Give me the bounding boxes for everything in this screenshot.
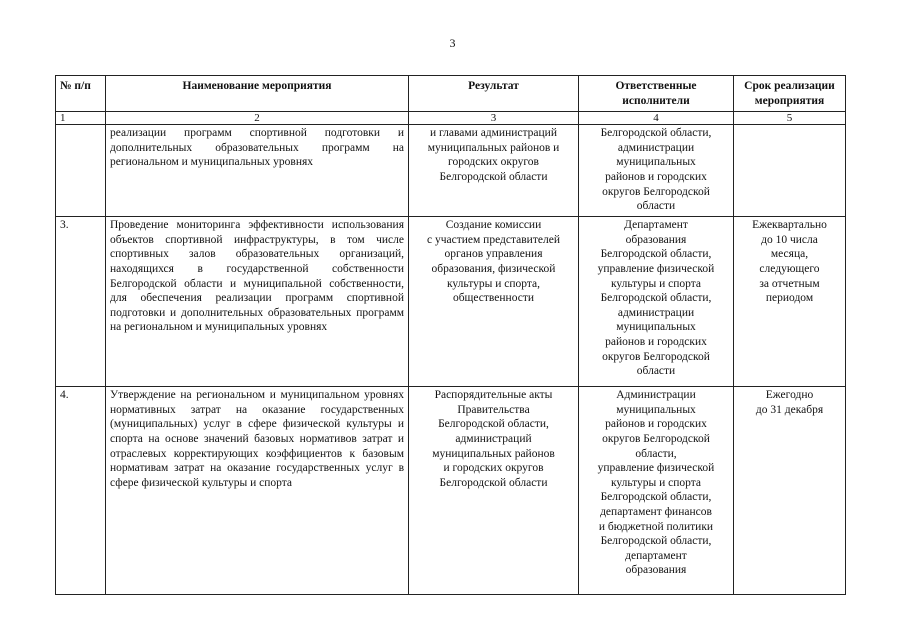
header-term: Срок реализации мероприятия: [734, 76, 846, 112]
responsible-cell-line: области: [636, 365, 676, 378]
responsible-cell-line: департамент: [625, 549, 687, 562]
responsible-cell-line: Белгородской области,: [600, 248, 712, 261]
responsible-cell-line: культуры и спорта: [610, 476, 702, 489]
result-cell-line: Правительства: [457, 403, 530, 416]
responsible-cell-line: районов и городских: [605, 418, 707, 431]
responsible-cell-line: управление физической: [597, 462, 715, 475]
responsible-cell-line: и бюджетной политики: [598, 520, 714, 533]
term-cell-line: периодом: [765, 292, 814, 305]
result-cell-line: культуры и спорта,: [447, 277, 540, 290]
responsible-cell: [579, 217, 734, 387]
table-header-row: [56, 76, 846, 112]
term-cell-line: следующего: [759, 262, 820, 275]
term-cell-line: до 31 декабря: [755, 403, 824, 416]
result-cell-line: Белгородской области: [439, 170, 548, 183]
term-cell: [734, 217, 846, 387]
responsible-cell-line: Белгородской области,: [600, 535, 712, 548]
responsible-cell-line: Белгородской области,: [600, 292, 712, 305]
term-cell: [734, 125, 846, 217]
term-cell: [734, 387, 846, 595]
result-cell-line: администраций: [455, 432, 532, 445]
column-number-row: [56, 112, 846, 125]
activities-table: [55, 75, 846, 595]
result-cell: [409, 387, 579, 595]
result-cell-line: муниципальных районов: [432, 447, 555, 460]
responsible-cell-line: администрации: [617, 306, 695, 319]
responsible-cell-line: департамент финансов: [600, 505, 712, 518]
responsible-cell-line: культуры и спорта: [610, 277, 702, 290]
header-name: Наименование мероприятия: [106, 76, 409, 112]
result-cell-line: Белгородской области: [439, 476, 548, 489]
table-row: [56, 125, 846, 217]
header-result: Результат: [409, 76, 579, 112]
responsible-cell-line: области: [636, 200, 676, 213]
activity-name: реализации программ спортивной подготовки и дополнительных образовательных программ на региональном и муниципальных уровнях: [106, 125, 409, 217]
responsible-cell-line: муниципальных: [616, 321, 696, 334]
responsible-cell-line: Белгородской области,: [600, 491, 712, 504]
responsible-cell-line: администрации: [617, 141, 695, 154]
term-cell-line: Ежегодно: [765, 389, 814, 402]
responsible-cell-line: образования: [625, 233, 687, 246]
activity-name: Утверждение на региональном и муниципальном уровнях нормативных затрат на оказание государственных (муниципальных) услуг в сфере физической культуры и спорта на основе значений базовых нормативов затрат и отраслевых корректирующих коэффициентов к базовым нормативам затрат на оказание государственных услуг в сфере физической культуры и спорта: [106, 387, 409, 595]
table-row: [56, 387, 846, 595]
column-number: 5: [734, 112, 846, 125]
page-number: 3: [449, 36, 456, 50]
term-cell-line: до 10 числа: [761, 233, 818, 246]
result-cell-line: органов управления: [444, 248, 543, 261]
activity-name: Проведение мониторинга эффективности использования объектов спортивной инфраструктуры, в том числе спортивных залов образовательных организаций, находящихся в государственной собственности Белгородской области и муниципальной собственности, для обеспечения реализации программ спортивной подготовки и дополнительных образовательных программ на региональном и муниципальных уровнях: [106, 217, 409, 387]
responsible-cell-line: районов и городских: [605, 170, 707, 183]
responsible-cell: [579, 125, 734, 217]
responsible-cell-line: Администрации: [616, 389, 696, 402]
term-cell-line: за отчетным: [759, 277, 820, 290]
result-cell-line: и городских округов: [443, 462, 544, 475]
responsible-cell-line: образования: [625, 564, 687, 577]
responsible-cell-line: области,: [635, 447, 677, 460]
responsible-cell-line: управление физической: [597, 262, 715, 275]
column-number: 2: [106, 112, 409, 125]
column-number: 3: [409, 112, 579, 125]
result-cell-line: и главами администраций: [430, 127, 557, 140]
row-number: [56, 125, 106, 217]
header-num: № п/п: [56, 76, 106, 112]
result-cell-line: Распорядительные акты: [434, 389, 553, 402]
row-number: 4.: [56, 387, 106, 595]
result-cell-line: образования, физической: [431, 262, 556, 275]
responsible-cell-line: округов Белгородской: [602, 185, 710, 198]
responsible-cell-line: Департамент: [624, 219, 688, 232]
result-cell-line: муниципальных районов и: [427, 141, 560, 154]
responsible-cell-line: районов и городских: [605, 335, 707, 348]
result-cell-line: Создание комиссии: [445, 219, 542, 232]
responsible-cell-line: Белгородской области,: [600, 127, 712, 140]
row-number: 3.: [56, 217, 106, 387]
result-cell-line: общественности: [452, 292, 535, 305]
responsible-cell-line: округов Белгородской: [602, 432, 710, 445]
column-number: 4: [579, 112, 734, 125]
responsible-cell-line: муниципальных: [616, 403, 696, 416]
column-number: 1: [56, 112, 106, 125]
header-responsible: Ответственные исполнители: [579, 76, 734, 112]
responsible-cell-line: округов Белгородской: [602, 350, 710, 363]
table-row: [56, 217, 846, 387]
result-cell: [409, 125, 579, 217]
result-cell-line: Белгородской области,: [438, 418, 549, 431]
result-cell-line: городских округов: [448, 156, 539, 169]
result-cell: [409, 217, 579, 387]
result-cell-line: с участием представителей: [427, 233, 560, 246]
responsible-cell-line: муниципальных: [616, 156, 696, 169]
term-cell-line: месяца,: [770, 248, 809, 261]
term-cell-line: Ежеквартально: [752, 219, 827, 232]
responsible-cell: [579, 387, 734, 595]
